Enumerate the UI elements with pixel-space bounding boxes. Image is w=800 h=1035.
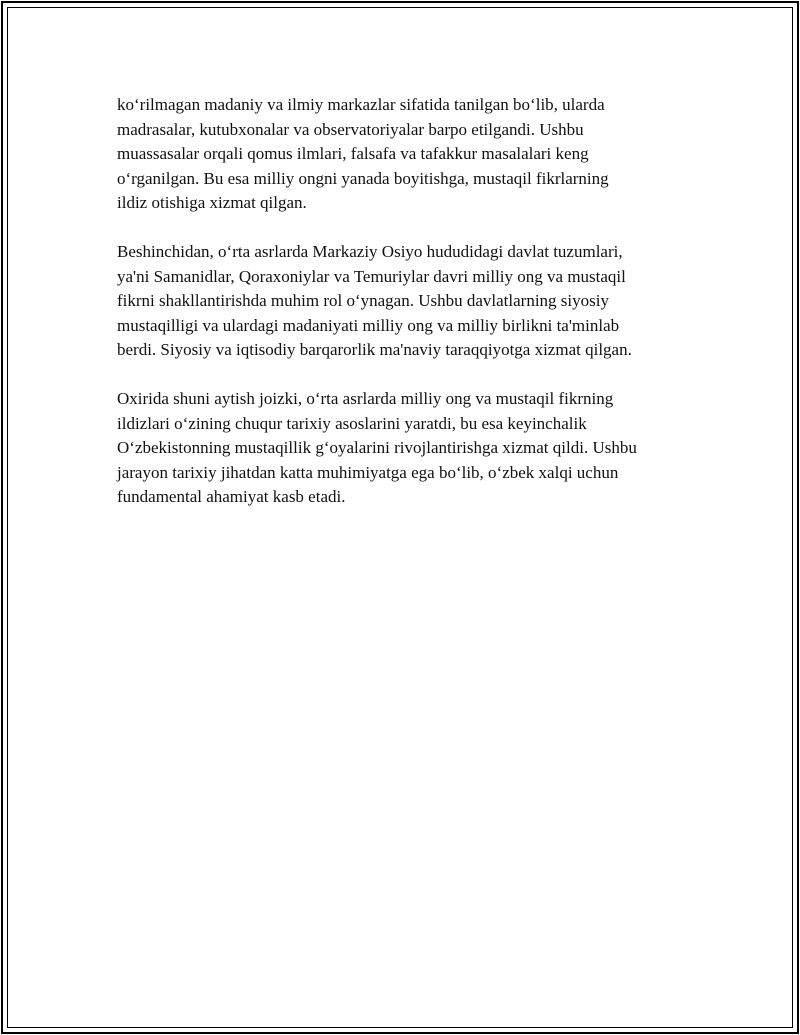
paragraph-2 — [117, 240, 697, 363]
text-line: ya'ni Samanidlar, Qoraxoniylar va Temuriylar davri milliy ong va mustaqil — [117, 266, 626, 286]
document-body — [117, 93, 697, 534]
text-line: fikrni shakllantirishda muhim rol o‘ynagan. Ushbu davlatlarning siyosiy — [117, 291, 609, 310]
text-line: ildiz otishiga xizmat qilgan. — [117, 193, 307, 212]
text-line: muassasalar orqali qomus ilmlari, falsafa va tafakkur masalalari keng — [117, 144, 589, 163]
text-line: ildizlari o‘zining chuqur tarixiy asoslarini yaratdi, bu esa keyinchalik — [117, 413, 587, 433]
text-line: berdi. Siyosiy va iqtisodiy barqarorlik ma'naviy taraqqiyotga xizmat qilgan. — [117, 340, 632, 359]
text-line: fundamental ahamiyat kasb etadi. — [117, 487, 346, 506]
text-line: jarayon tarixiy jihatdan katta muhimiyatga ega bo‘lib, o‘zbek xalqi uchun — [117, 462, 619, 482]
text-line: Beshinchidan, o‘rta asrlarda Markaziy Osiyo hududidagi davlat tuzumlari, — [117, 242, 623, 261]
paragraph-1 — [117, 93, 697, 216]
text-line: O‘zbekistonning mustaqillik g‘oyalarini rivojlantirishga xizmat qildi. Ushbu — [117, 438, 637, 457]
text-line: madrasalar, kutubxonalar va observatoriyalar barpo etilgandi. Ushbu — [117, 119, 584, 139]
paragraph-3 — [117, 387, 697, 510]
text-line: mustaqilligi va ulardagi madaniyati milliy ong va milliy birlikni ta'minlab — [117, 315, 620, 335]
text-line: ko‘rilmagan madaniy va ilmiy markazlar sifatida tanilgan bo‘lib, ularda — [117, 95, 605, 114]
text-line: o‘rganilgan. Bu esa milliy ongni yanada boyitishga, mustaqil fikrlarning — [117, 168, 609, 188]
text-line: Oxirida shuni aytish joizki, o‘rta asrlarda milliy ong va mustaqil fikrning — [117, 389, 614, 408]
